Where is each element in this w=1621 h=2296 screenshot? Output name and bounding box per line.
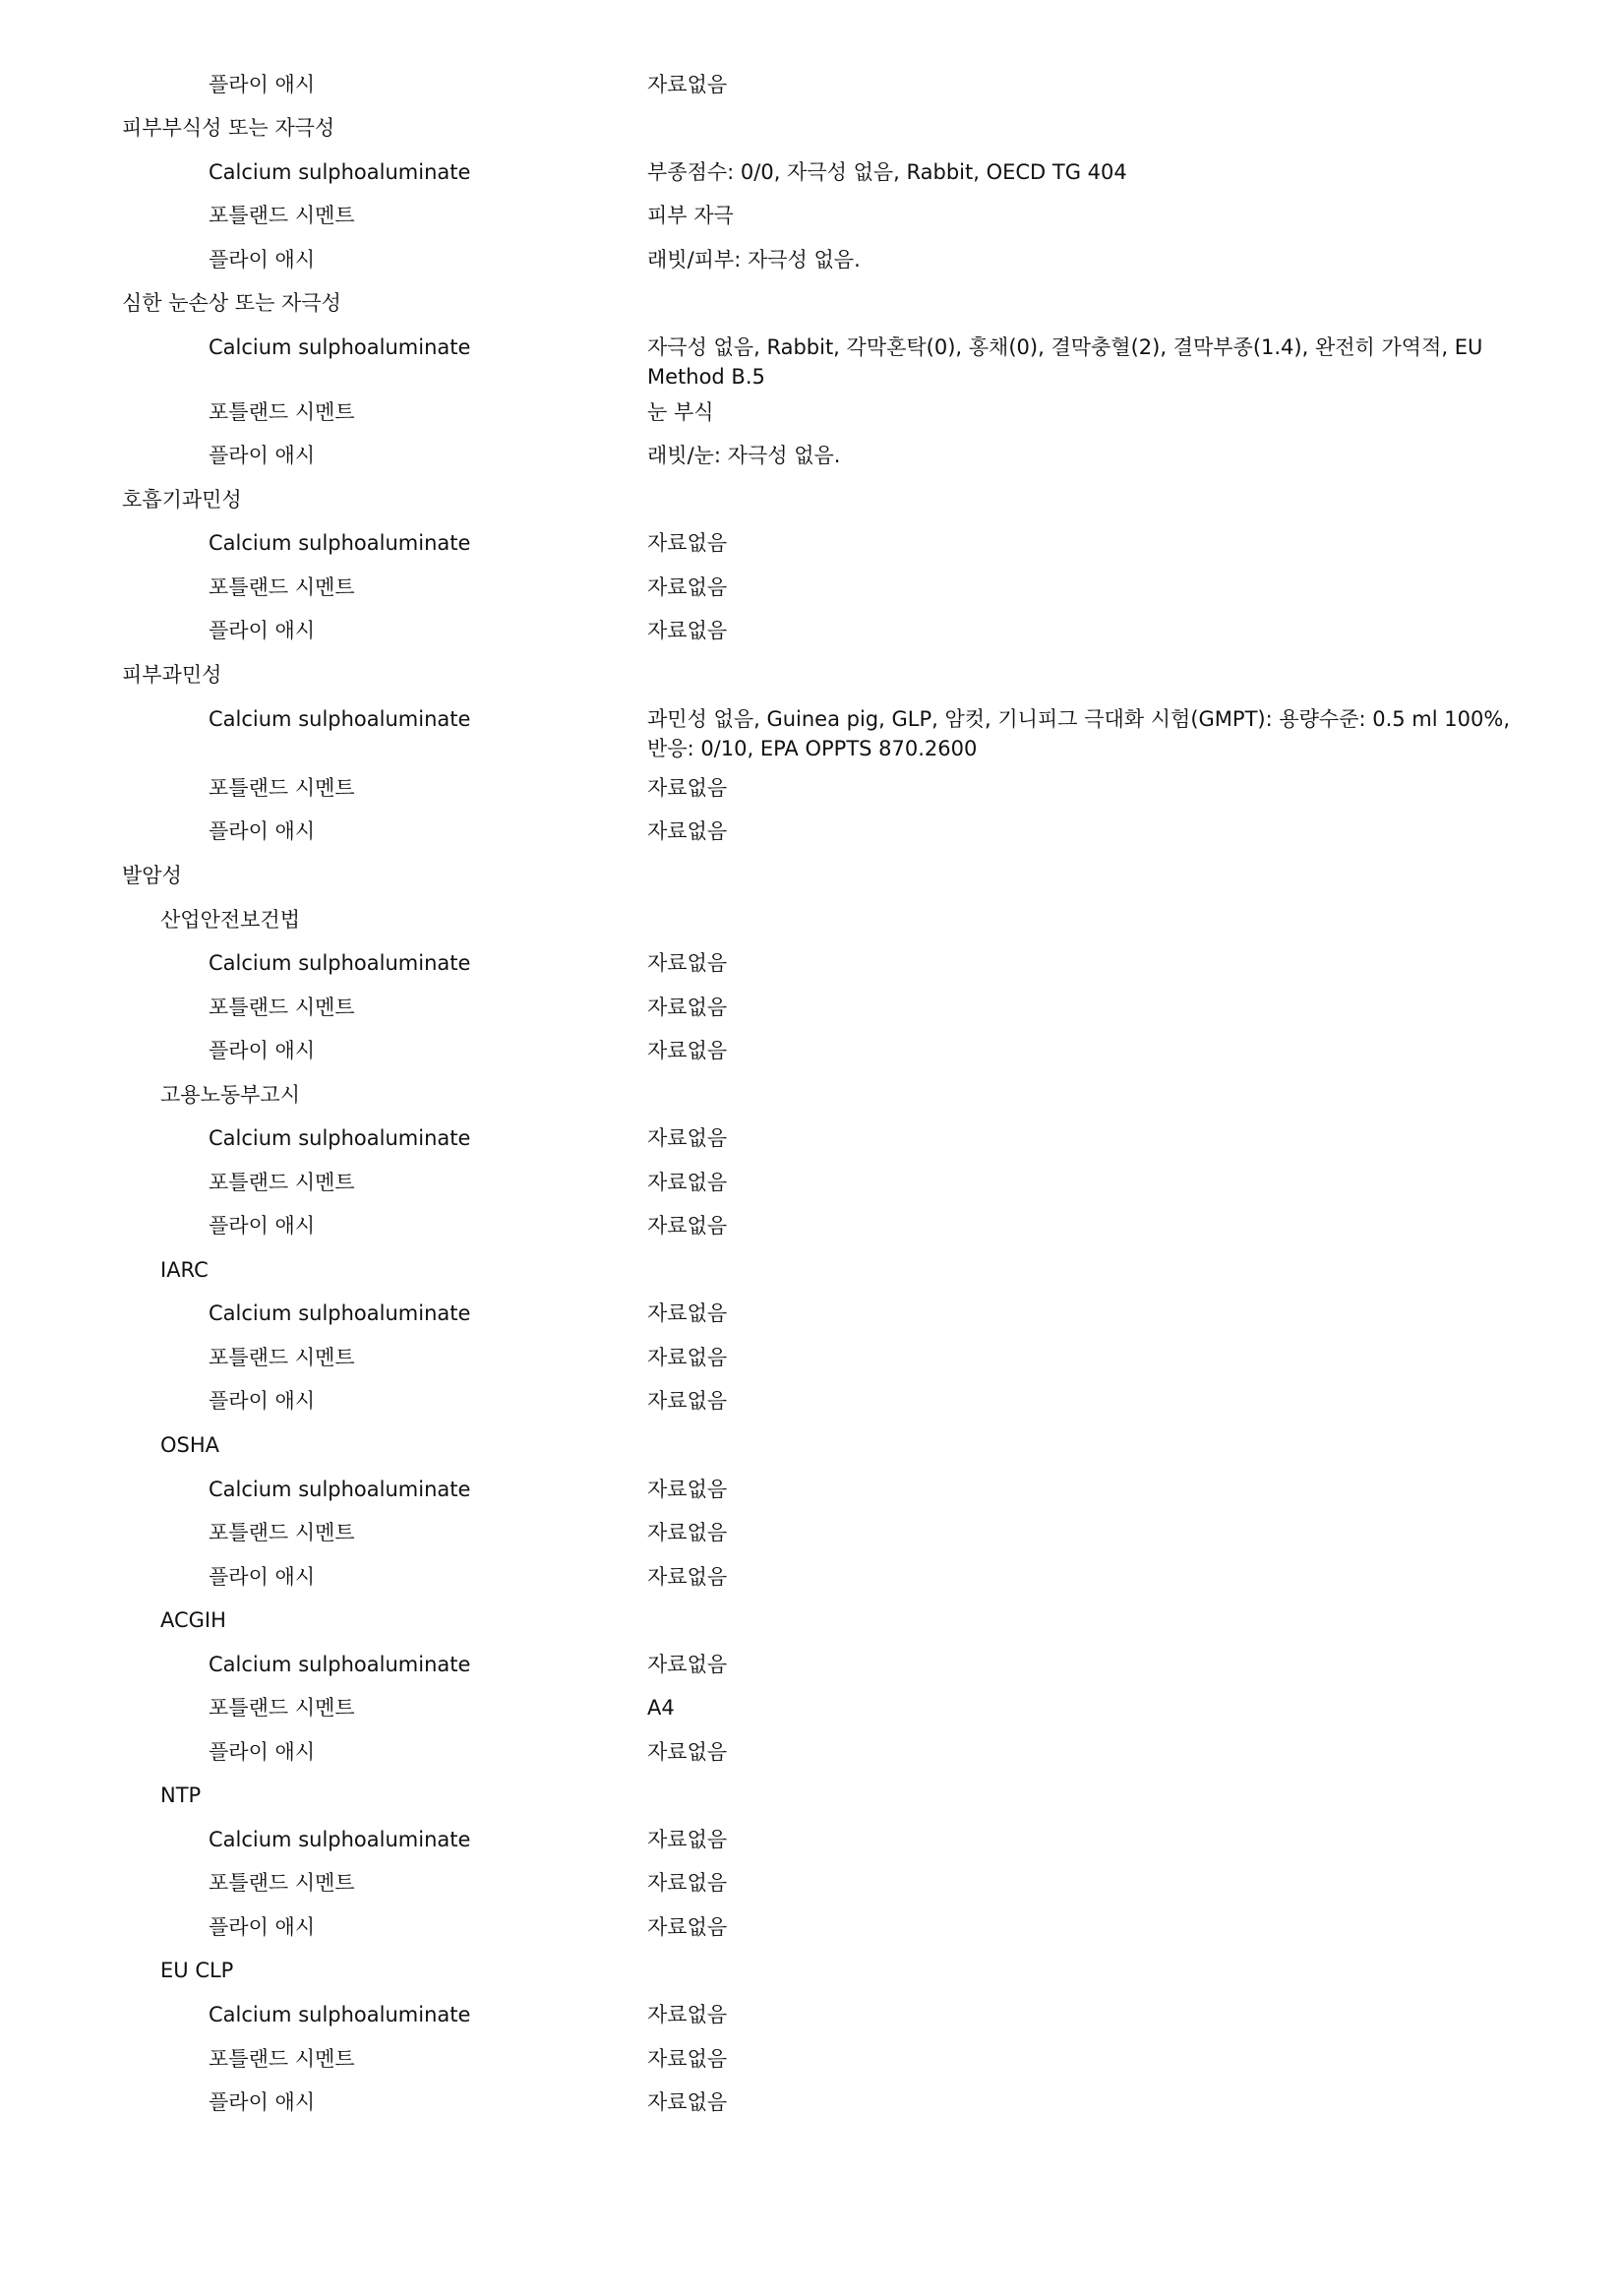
subsection-title: 산업안전보건법	[160, 908, 301, 932]
substance-name: Calcium sulphoaluminate	[209, 707, 471, 731]
property-value: 자료없음	[647, 1521, 728, 1544]
substance-name: 플라이 애시	[209, 619, 316, 642]
substance-name: Calcium sulphoaluminate	[209, 1301, 471, 1325]
property-value: 자료없음	[647, 1389, 728, 1413]
substance-name: Calcium sulphoaluminate	[209, 1126, 471, 1150]
property-value: 피부 자극	[647, 204, 734, 227]
subsection-title: EU CLP	[160, 1959, 234, 1982]
property-value: 자료없음	[647, 2003, 728, 2026]
property-value: 자료없음	[647, 1126, 728, 1150]
substance-name: 포틀랜드 시멘트	[209, 1871, 355, 1895]
substance-name: Calcium sulphoaluminate	[209, 2003, 471, 2026]
substance-name: Calcium sulphoaluminate	[209, 1653, 471, 1676]
property-value: 자료없음	[647, 73, 728, 96]
property-value: 자료없음	[647, 1478, 728, 1501]
property-value: 자료없음	[647, 2090, 728, 2114]
substance-name: 플라이 애시	[209, 1214, 316, 1238]
property-value: 래빗/피부: 자극성 없음.	[647, 248, 861, 272]
substance-name: 플라이 애시	[209, 1389, 316, 1413]
substance-name: 포틀랜드 시멘트	[209, 1346, 355, 1369]
property-value: 자극성 없음, Rabbit, 각막혼탁(0), 홍채(0), 결막충혈(2), 결막부종(1.4), 완전히 가역적, EU Method B.5	[647, 335, 1483, 389]
property-value: 자료없음	[647, 1565, 728, 1589]
property-value: 자료없음	[647, 1740, 728, 1764]
substance-name: 포틀랜드 시멘트	[209, 575, 355, 599]
property-value: 눈 부식	[647, 400, 714, 424]
substance-name: Calcium sulphoaluminate	[209, 1828, 471, 1851]
substance-name: Calcium sulphoaluminate	[209, 531, 471, 555]
property-value: 자료없음	[647, 619, 728, 642]
substance-name: Calcium sulphoaluminate	[209, 951, 471, 975]
substance-name: 포틀랜드 시멘트	[209, 400, 355, 424]
property-value: 과민성 없음, Guinea pig, GLP, 암컷, 기니피그 극대화 시험(GMPT): 용량수준: 0.5 ml 100%, 반응: 0/10, EPA OPPTS 870.2600	[647, 707, 1510, 760]
substance-name: 포틀랜드 시멘트	[209, 1521, 355, 1544]
property-value: 자료없음	[647, 776, 728, 800]
substance-name: 플라이 애시	[209, 73, 316, 96]
property-value: 자료없음	[647, 819, 728, 843]
substance-name: 플라이 애시	[209, 248, 316, 272]
property-value: 자료없음	[647, 1214, 728, 1238]
substance-name: 포틀랜드 시멘트	[209, 2047, 355, 2071]
substance-name: 플라이 애시	[209, 2090, 316, 2114]
property-value: 자료없음	[647, 575, 728, 599]
section-title: 피부과민성	[122, 663, 222, 687]
property-value: 자료없음	[647, 1653, 728, 1676]
property-value: 자료없음	[647, 1171, 728, 1194]
substance-name: 플라이 애시	[209, 1565, 316, 1589]
substance-name: Calcium sulphoaluminate	[209, 1478, 471, 1501]
substance-name: 플라이 애시	[209, 1740, 316, 1764]
property-value: 자료없음	[647, 996, 728, 1019]
property-value: A4	[647, 1696, 675, 1720]
property-value: 래빗/눈: 자극성 없음.	[647, 444, 841, 467]
property-value: 자료없음	[647, 1828, 728, 1851]
substance-name: 플라이 애시	[209, 1039, 316, 1062]
property-value: 자료없음	[647, 531, 728, 555]
property-value: 부종점수: 0/0, 자극성 없음, Rabbit, OECD TG 404	[647, 160, 1127, 184]
property-value: 자료없음	[647, 1346, 728, 1369]
section-title: 피부부식성 또는 자극성	[122, 116, 335, 140]
substance-name: 플라이 애시	[209, 444, 316, 467]
property-value: 자료없음	[647, 951, 728, 975]
property-value: 자료없음	[647, 2047, 728, 2071]
subsection-title: ACGIH	[160, 1608, 226, 1632]
substance-name: 포틀랜드 시멘트	[209, 204, 355, 227]
substance-name: Calcium sulphoaluminate	[209, 335, 471, 359]
property-value: 자료없음	[647, 1039, 728, 1062]
property-value: 자료없음	[647, 1301, 728, 1325]
substance-name: 포틀랜드 시멘트	[209, 996, 355, 1019]
substance-name: 포틀랜드 시멘트	[209, 1696, 355, 1720]
substance-name: Calcium sulphoaluminate	[209, 160, 471, 184]
property-value: 자료없음	[647, 1915, 728, 1939]
section-title: 호흡기과민성	[122, 488, 242, 512]
property-value: 자료없음	[647, 1871, 728, 1895]
subsection-title: 고용노동부고시	[160, 1083, 301, 1107]
substance-name: 포틀랜드 시멘트	[209, 1171, 355, 1194]
subsection-title: IARC	[160, 1258, 209, 1282]
substance-name: 포틀랜드 시멘트	[209, 776, 355, 800]
section-title: 심한 눈손상 또는 자극성	[122, 291, 341, 315]
substance-name: 플라이 애시	[209, 1915, 316, 1939]
subsection-title: OSHA	[160, 1433, 220, 1457]
subsection-title: NTP	[160, 1783, 202, 1807]
substance-name: 플라이 애시	[209, 819, 316, 843]
section-title: 발암성	[122, 864, 182, 887]
